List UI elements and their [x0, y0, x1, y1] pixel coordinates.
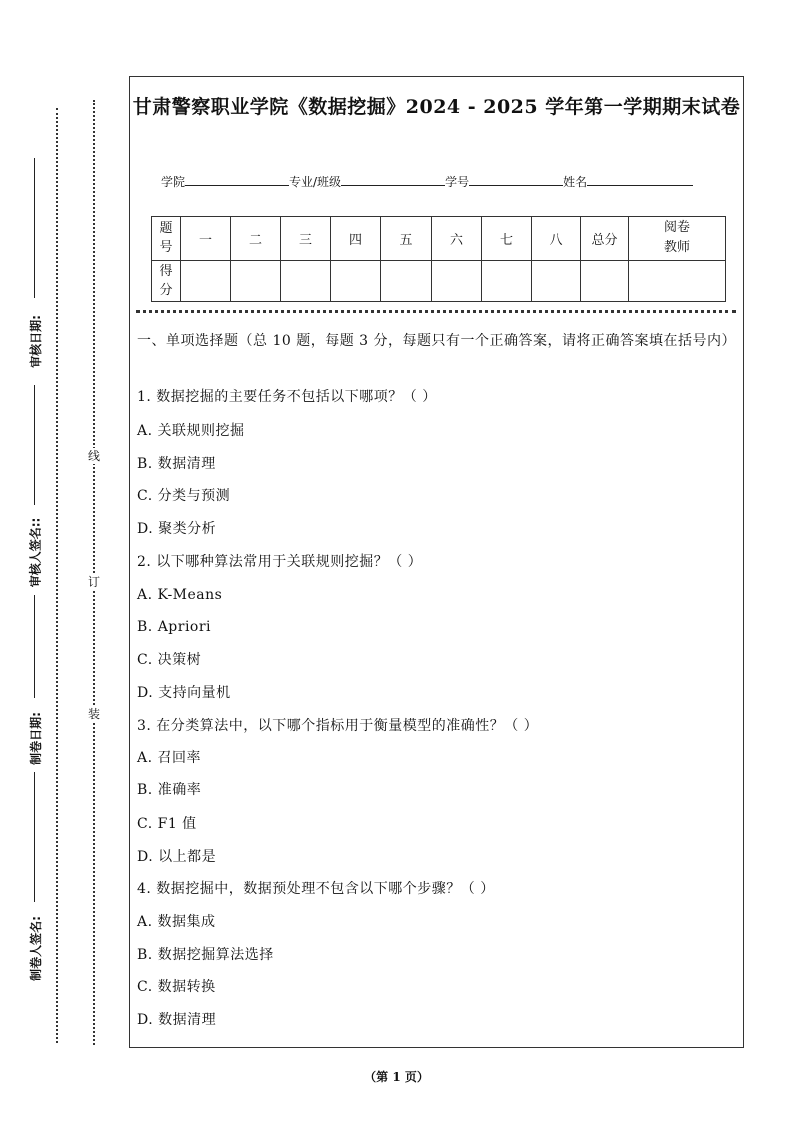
- score-table-header-row: [152, 217, 726, 261]
- question-1-stem: 1. 数据挖掘的主要任务不包括以下哪项？（ ）: [137, 389, 437, 405]
- question-1-option-c[interactable]: C. 分类与预测: [137, 488, 231, 504]
- binding-char-ding: 订: [87, 575, 100, 589]
- question-4-stem: 4. 数据挖掘中，数据预处理不包含以下哪个步骤？（ ）: [137, 881, 495, 897]
- exam-frame: [129, 76, 744, 1048]
- binding-char-line: 线: [87, 449, 100, 463]
- dotted-separator: [136, 310, 736, 313]
- question-3-option-b[interactable]: B. 准确率: [137, 782, 202, 798]
- reviewer-sign-label: 审核人签名::: [28, 517, 43, 587]
- major-field[interactable]: [341, 173, 445, 186]
- question-4-option-b[interactable]: B. 数据挖掘算法选择: [137, 947, 274, 963]
- score-cell-1[interactable]: [181, 260, 231, 301]
- author-date-line: [34, 595, 35, 698]
- section-heading: 一、单项选择题（总 10 题，每题 3 分，每题只有一个正确答案，请将正确答案填在括号内）: [137, 333, 737, 349]
- total-header: 总分: [581, 217, 629, 261]
- dotted-margin-line-outer: [56, 108, 58, 1043]
- question-3-stem: 3. 在分类算法中，以下哪个指标用于衡量模型的准确性？（ ）: [137, 718, 539, 734]
- col-7: 七: [482, 217, 532, 261]
- page-number: （第 1 页）: [364, 1070, 429, 1084]
- score-table: [151, 216, 726, 302]
- question-1-option-b[interactable]: B. 数据清理: [137, 456, 216, 472]
- score-cell-2[interactable]: [231, 260, 281, 301]
- name-label: 姓名: [563, 175, 588, 189]
- score-table-score-row: [152, 260, 726, 301]
- reviewer-date-label: 审核日期:: [28, 314, 43, 368]
- question-4-option-c[interactable]: C. 数据转换: [137, 979, 216, 995]
- binding-char-zhuang: 装: [87, 707, 100, 721]
- question-3-option-a[interactable]: A. 召回率: [137, 750, 202, 766]
- reviewer-header: 阅卷教师: [629, 217, 726, 261]
- student-info-line: [161, 173, 721, 193]
- question-4-option-a[interactable]: A. 数据集成: [137, 914, 216, 930]
- question-number-header: 题号: [152, 217, 181, 261]
- student-id-field[interactable]: [469, 173, 563, 186]
- question-2-stem: 2. 以下哪种算法常用于关联规则挖掘？（ ）: [137, 554, 423, 570]
- score-cell-8[interactable]: [532, 260, 581, 301]
- student-id-label: 学号: [445, 175, 470, 189]
- col-6: 六: [432, 217, 482, 261]
- score-cell-7[interactable]: [482, 260, 532, 301]
- college-label: 学院: [161, 175, 186, 189]
- score-cell-3[interactable]: [281, 260, 331, 301]
- score-cell-5[interactable]: [381, 260, 432, 301]
- col-1: 一: [181, 217, 231, 261]
- col-4: 四: [331, 217, 381, 261]
- dotted-margin-line-inner: [93, 100, 95, 1045]
- col-8: 八: [532, 217, 581, 261]
- score-cell-total[interactable]: [581, 260, 629, 301]
- col-3: 三: [281, 217, 331, 261]
- question-4-option-d[interactable]: D. 数据清理: [137, 1012, 217, 1028]
- question-3-option-c[interactable]: C. F1 值: [137, 816, 197, 832]
- exam-title: 甘肃警察职业学院《数据挖掘》2024 - 2025 学年第一学期期末试卷: [132, 96, 741, 118]
- score-label: 得分: [152, 260, 181, 301]
- score-cell-6[interactable]: [432, 260, 482, 301]
- question-3-option-d[interactable]: D. 以上都是: [137, 849, 217, 865]
- reviewer-date-line: [34, 158, 35, 298]
- question-1-option-d[interactable]: D. 聚类分析: [137, 521, 217, 537]
- question-1-option-a[interactable]: A. 关联规则挖掘: [137, 423, 245, 439]
- col-2: 二: [231, 217, 281, 261]
- college-field[interactable]: [185, 173, 289, 186]
- col-5: 五: [381, 217, 432, 261]
- question-2-option-b[interactable]: B. Apriori: [137, 619, 212, 635]
- question-2-option-d[interactable]: D. 支持向量机: [137, 685, 231, 701]
- reviewer-sign-line: [34, 385, 35, 505]
- author-sign-label: 制卷人签名:: [28, 915, 43, 981]
- question-2-option-c[interactable]: C. 决策树: [137, 652, 202, 668]
- author-sign-line: [34, 772, 35, 902]
- author-date-label: 制卷日期:: [28, 711, 43, 765]
- major-label: 专业/班级: [289, 175, 342, 189]
- score-cell-reviewer[interactable]: [629, 260, 726, 301]
- name-field[interactable]: [587, 173, 693, 186]
- score-cell-4[interactable]: [331, 260, 381, 301]
- question-2-option-a[interactable]: A. K-Means: [137, 587, 223, 603]
